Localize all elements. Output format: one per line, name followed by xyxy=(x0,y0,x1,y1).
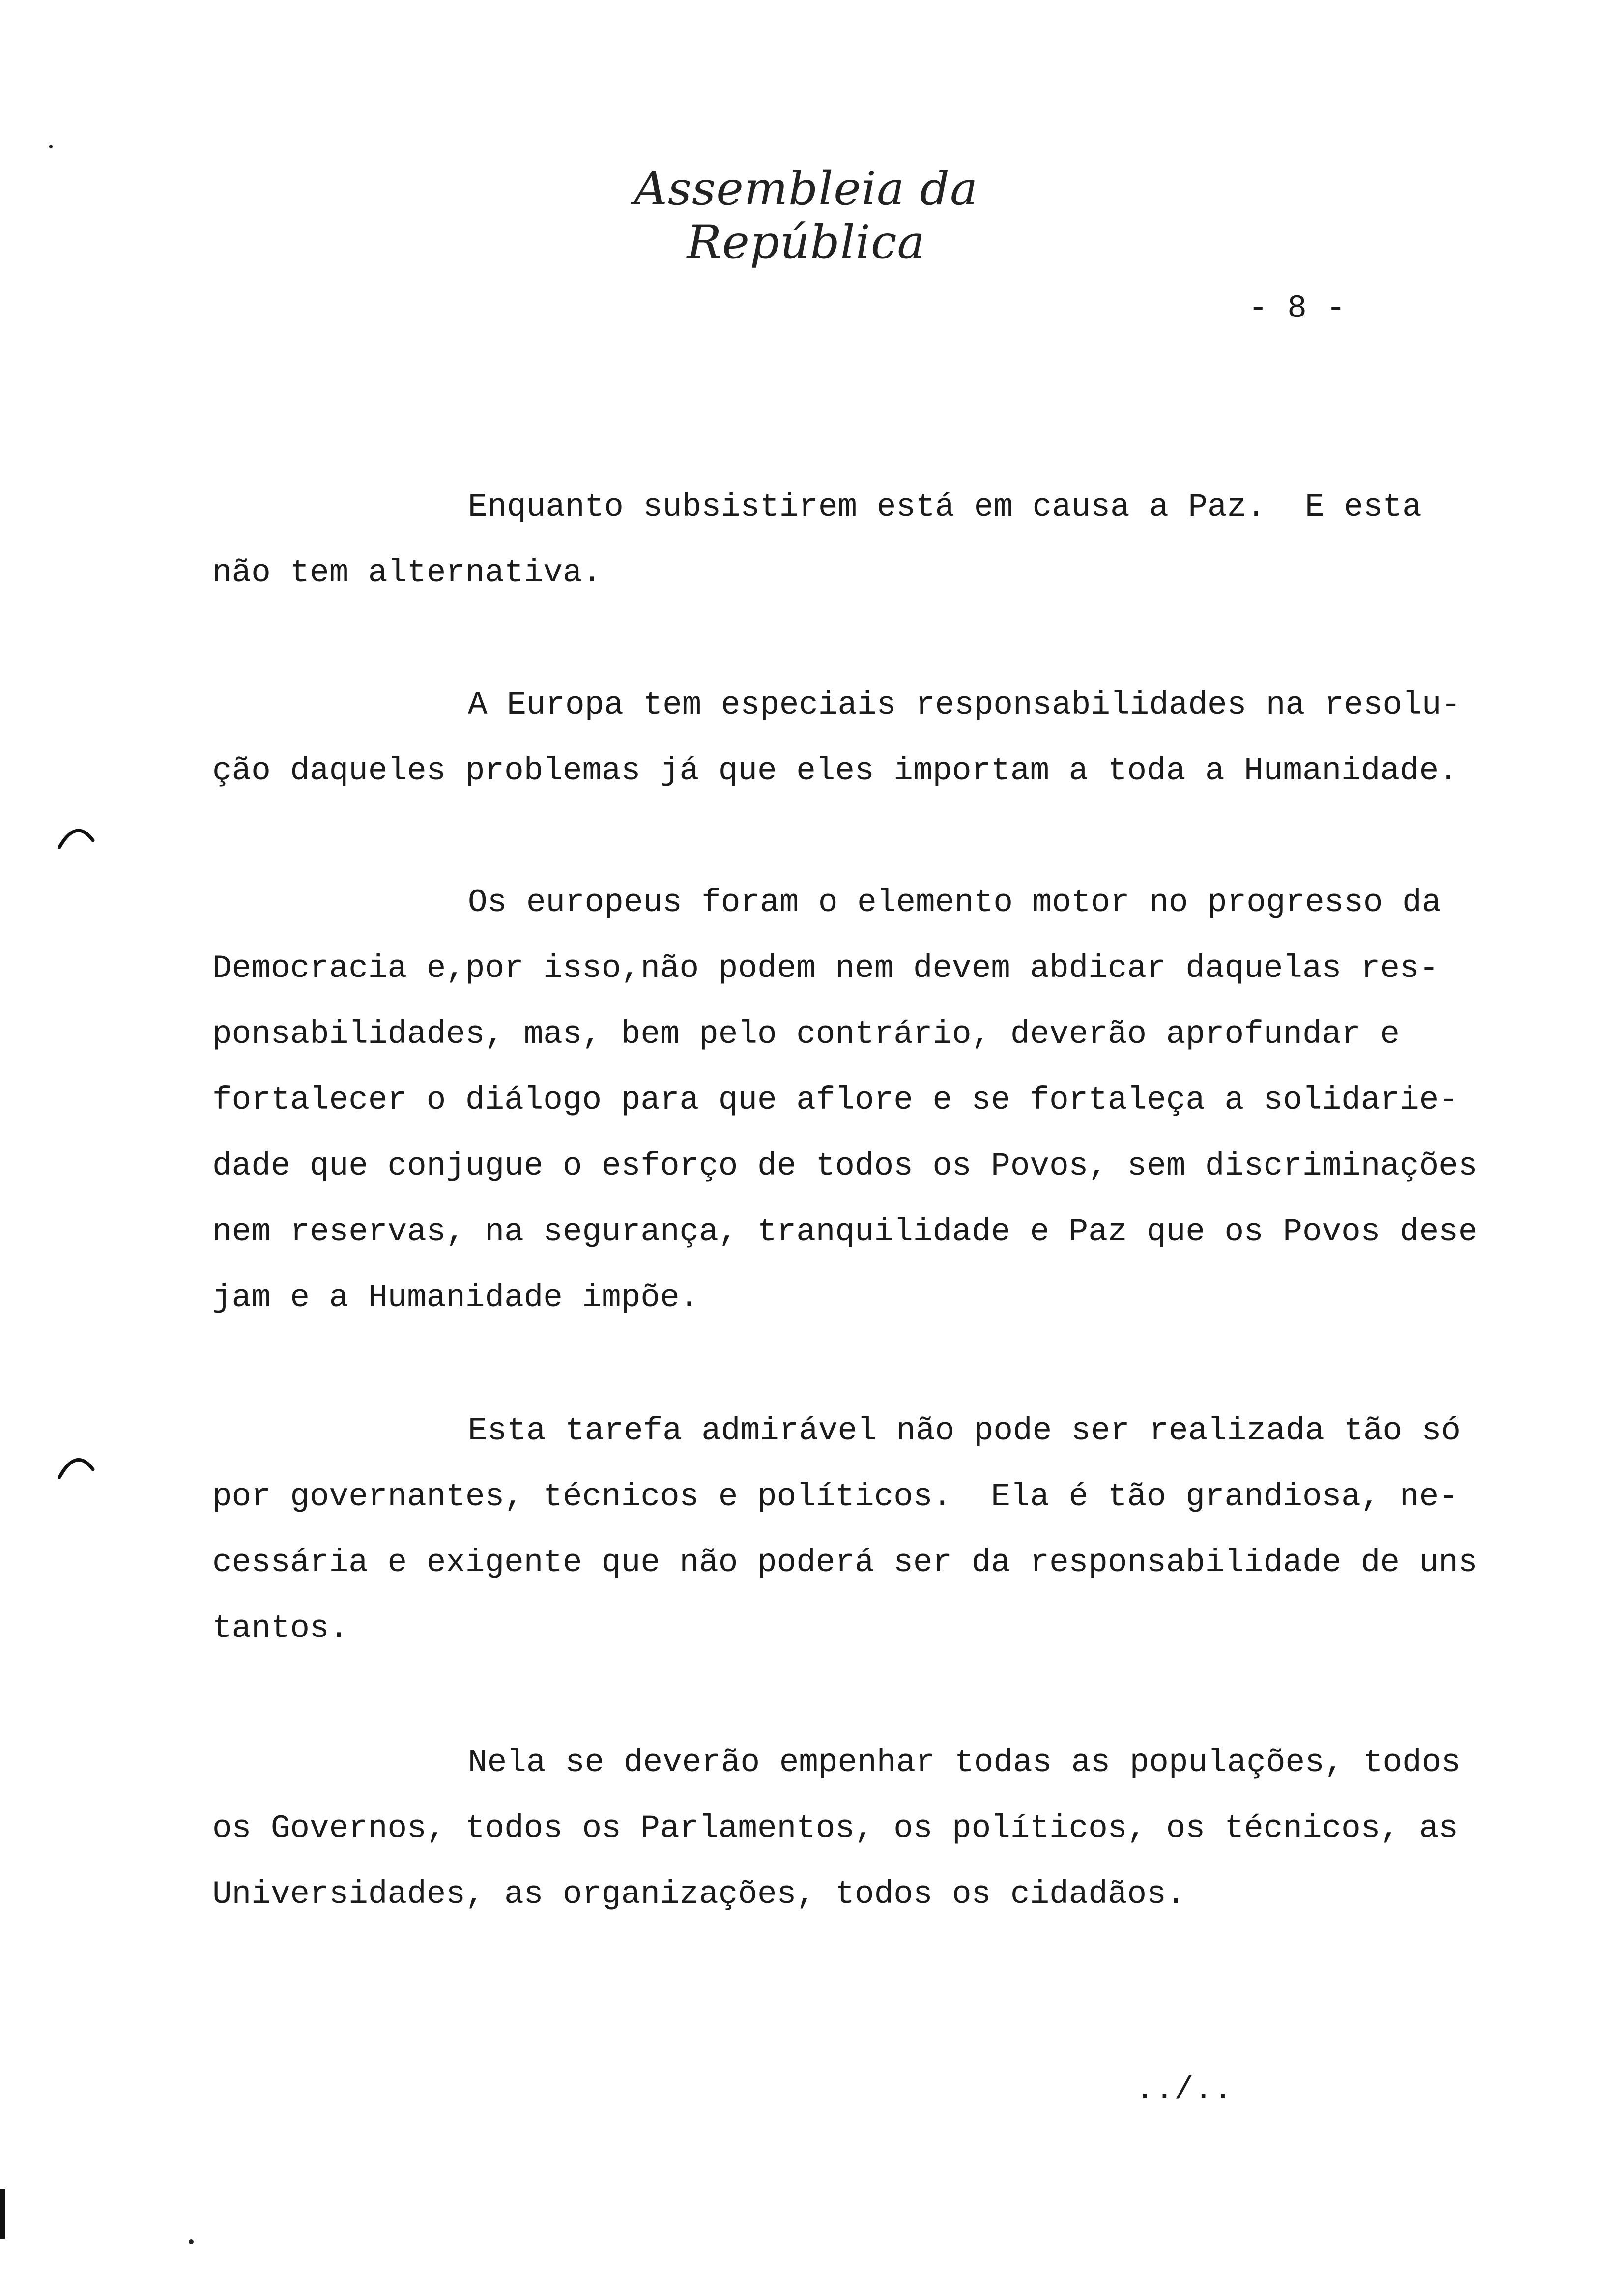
paragraph-4 xyxy=(212,1398,1477,1662)
text-line: nem reservas, na segurança, tranquilidade e Paz que os Povos dese xyxy=(212,1213,1478,1250)
text-line: jam e a Humanidade impõe. xyxy=(212,1279,699,1316)
text-line: Democracia e,por isso,não podem nem devem abdicar daquelas res- xyxy=(212,950,1439,987)
text-line: Os europeus foram o elemento motor no progresso da xyxy=(468,884,1441,921)
binder-hole-arc-icon xyxy=(57,1450,96,1479)
page-number: - 8 - xyxy=(1248,290,1346,327)
text-line: fortalecer o diálogo para que aflore e se fortaleça a solidarie- xyxy=(212,1082,1458,1119)
paragraph-2 xyxy=(212,672,1461,804)
text-line: não tem alternativa. xyxy=(212,554,602,591)
paragraph-1 xyxy=(212,474,1422,606)
text-line: Universidades, as organizações, todos os cidadãos. xyxy=(212,1876,1186,1913)
text-line: Enquanto subsistirem está em causa a Paz. E esta xyxy=(468,488,1422,525)
binder-hole-arc-icon xyxy=(57,821,96,850)
paragraph-3 xyxy=(212,870,1477,1331)
text-line: Nela se deverão empenhar todas as populações, todos xyxy=(468,1744,1461,1781)
scan-dot xyxy=(189,2239,194,2244)
text-line: dade que conjugue o esforço de todos os Povos, sem discriminações xyxy=(212,1148,1478,1184)
text-line: os Governos, todos os Parlamentos, os políticos, os técnicos, as xyxy=(212,1810,1458,1847)
text-line: ção daqueles problemas já que eles importam a toda a Humanidade. xyxy=(212,752,1458,789)
text-line: Esta tarefa admirável não pode ser realizada tão só xyxy=(468,1412,1461,1449)
text-line: cessária e exigente que não poderá ser da responsabilidade de uns xyxy=(212,1544,1478,1581)
text-line: tantos. xyxy=(212,1610,349,1647)
continuation-mark: ../.. xyxy=(1135,2071,1233,2108)
paragraph-5 xyxy=(212,1730,1461,1927)
scan-dot xyxy=(49,145,53,148)
text-line: por governantes, técnicos e políticos. Ela é tão grandiosa, ne- xyxy=(212,1478,1458,1515)
letterhead: Assembleia da República xyxy=(633,162,979,269)
text-line: ponsabilidades, mas, bem pelo contrário, deverão aprofundar e xyxy=(212,1016,1400,1053)
scan-edge-mark xyxy=(0,2189,5,2239)
text-line: A Europa tem especiais responsabilidades na resolu- xyxy=(468,687,1461,723)
